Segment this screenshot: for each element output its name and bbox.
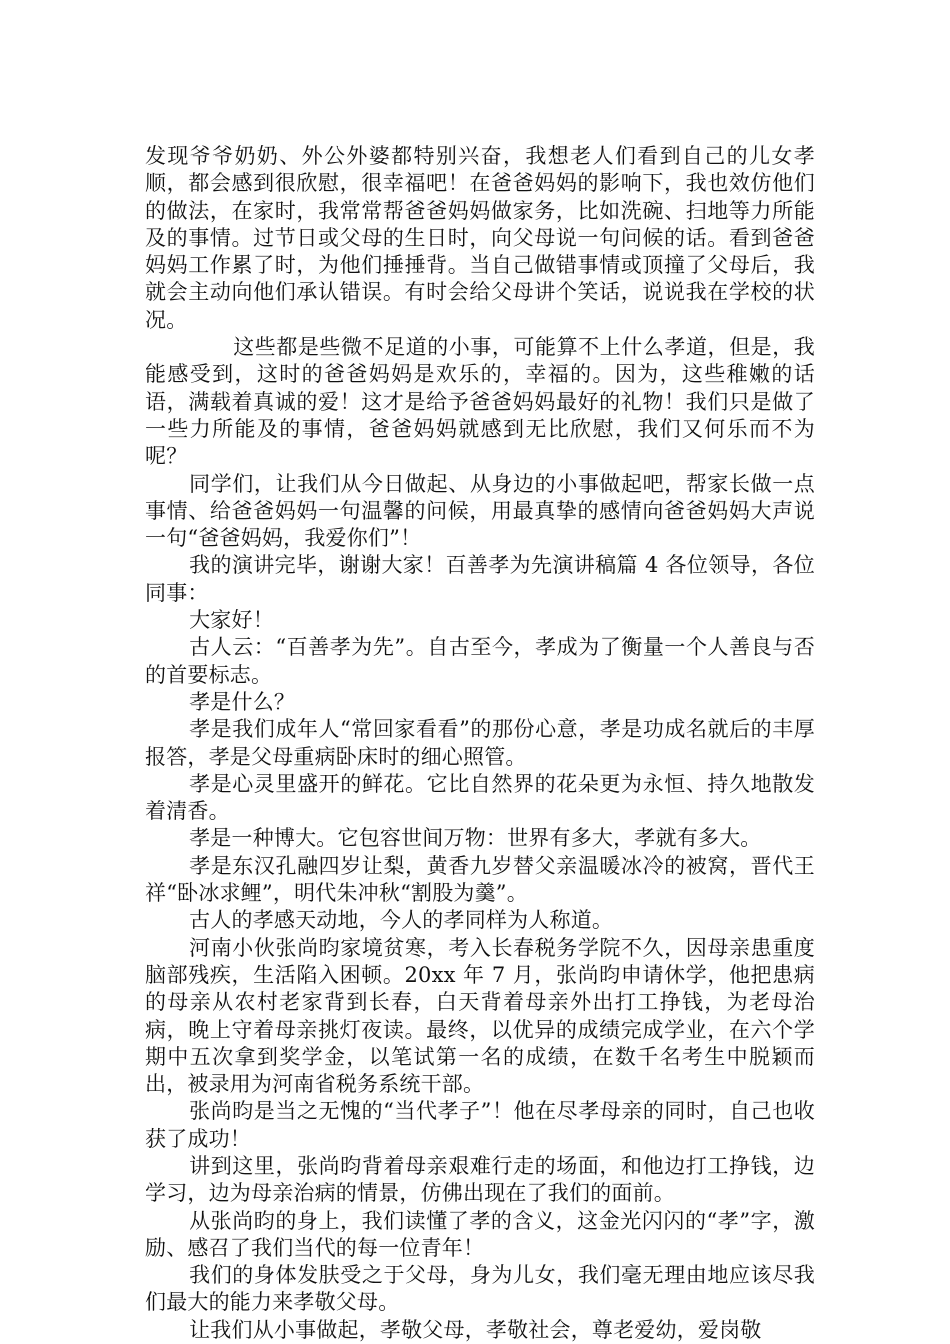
- paragraph-8: 孝是我们成年人“常回家看看”的那份心意，孝是功成名就后的丰厚报答，孝是父母重病卧床时的细心照管。: [145, 717, 815, 769]
- paragraph-18: 让我们从小事做起，孝敬父母，孝敬社会，尊老爱幼，爱岗敬: [189, 1317, 762, 1342]
- paragraph-17: 我们的身体发肤受之于父母，身为儿女，我们毫无理由地应该尽我们最大的能力来孝敬父母。: [145, 1263, 815, 1315]
- paragraph-4: 我的演讲完毕，谢谢大家！百善孝为先演讲稿篇 4 各位领导，各位同事：: [145, 553, 815, 605]
- document-body: [145, 143, 815, 1344]
- paragraph-3: 同学们，让我们从今日做起、从身边的小事做起吧，帮家长做一点事情、给爸爸妈妈一句温馨的问候，用最真挚的感情向爸爸妈妈大声说一句“爸爸妈妈，我爱你们”！: [145, 471, 815, 551]
- paragraph-15: 讲到这里，张尚昀背着母亲艰难行走的场面，和他边打工挣钱，边学习，边为母亲治病的情景，仿佛出现在了我们的面前。: [145, 1153, 815, 1206]
- paragraph-5: 大家好！: [189, 608, 274, 633]
- paragraph-13: 河南小伙张尚昀家境贫寒，考入长春税务学院不久，因母亲患重度脑部残疾，生活陷入困顿。20xx 年 7 月，张尚昀申请休学，他把患病的母亲从农村老家背到长春，白天背着母亲外出打工挣钱，为老母治病，晚上守着母亲挑灯夜读。最终，以优异的成绩完成学业，在六个学期中五次拿到奖学金，以笔试第一名的成绩，在数千名考生中脱颖而出，被录用为河南省税务系统干部。: [145, 935, 815, 1097]
- paragraph-10: 孝是一种博大。它包容世间万物：世界有多大，孝就有多大。: [189, 826, 762, 851]
- paragraph-9: 孝是心灵里盛开的鲜花。它比自然界的花朵更为永恒、持久地散发着清香。: [145, 771, 815, 824]
- paragraph-2: 这些都是些微不足道的小事，可能算不上什么孝道，但是，我能感受到，这时的爸爸妈妈是欢乐的，幸福的。因为，这些稚嫩的话语，满载着真诚的爱！这才是给予爸爸妈妈最好的礼物！我们只是做了一些力所能及的事情，爸爸妈妈就感到无比欣慰，我们又何乐而不为呢？: [145, 335, 815, 469]
- paragraph-16: 从张尚昀的身上，我们读懂了孝的含义，这金光闪闪的“孝”字，激励、感召了我们当代的每一位青年！: [145, 1208, 815, 1260]
- paragraph-12: 古人的孝感天动地，今人的孝同样为人称道。: [189, 908, 614, 933]
- paragraph-11: 孝是东汉孔融四岁让梨，黄香九岁替父亲温暖冰冷的被窝，晋代王祥“卧冰求鲤”，明代朱冲秋“割股为羹”。: [145, 853, 815, 906]
- paragraph-14: 张尚昀是当之无愧的“当代孝子”！他在尽孝母亲的同时，自己也收获了成功！: [145, 1099, 815, 1151]
- paragraph-6: 古人云：“百善孝为先”。自古至今，孝成为了衡量一个人善良与否的首要标志。: [145, 635, 815, 687]
- paragraph-7: 孝是什么？: [189, 689, 296, 714]
- paragraph-1: 发现爷爷奶奶、外公外婆都特别兴奋，我想老人们看到自己的儿女孝顺，都会感到很欣慰，很幸福吧！在爸爸妈妈的影响下，我也效仿他们的做法，在家时，我常常帮爸爸妈妈做家务，比如洗碗、扫地等力所能及的事情。过节日或父母的生日时，向父母说一句问候的话。看到爸爸妈妈工作累了时，为他们捶捶背。当自己做错事情或顶撞了父母后，我就会主动向他们承认错误。有时会给父母讲个笑话，说说我在学校的状况。: [145, 144, 815, 332]
